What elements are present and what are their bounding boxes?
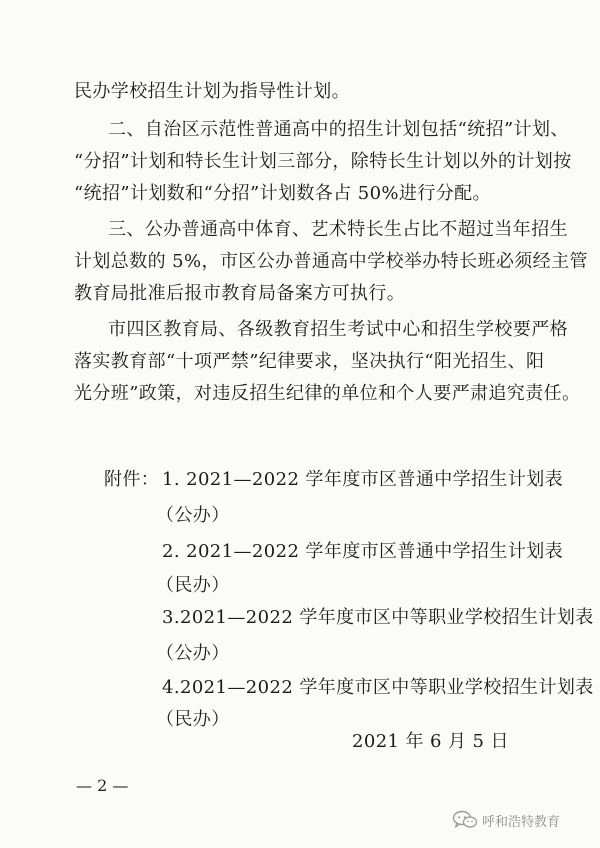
attachment-title: 4.2021—2022 学年度市区中等职业学校招生计划表 [162, 677, 594, 698]
body-line: “分招”计划和特长生计划三部分，除特长生计划以外的计划按 [74, 151, 572, 172]
watermark [452, 808, 560, 832]
body-line: 教育局批准后报市教育局备案方可执行。 [74, 283, 406, 304]
body-line: 市四区教育局、各级教育招生考试中心和招生学校要严格 [108, 319, 568, 340]
attachment-note: （民办） [156, 575, 230, 596]
attachment-title: 2. 2021—2022 学年度市区普通中学招生计划表 [162, 541, 564, 562]
body-line: 落实教育部“十项严禁”纪律要求，坚决执行“阳光招生、阳 [74, 351, 545, 372]
attachment-note: （公办） [156, 643, 230, 664]
attachment-note: （民办） [156, 709, 230, 730]
attachment-note: （公办） [156, 505, 230, 526]
attachment-title: 1. 2021—2022 学年度市区普通中学招生计划表 [162, 469, 564, 490]
body-line: 二、自治区示范性普通高中的招生计划包括“统招”计划、 [108, 119, 569, 140]
page-number: — 2 — [76, 776, 129, 795]
body-line: 计划总数的 5%，市区公办普通高中学校举办特长班必须经主管 [74, 251, 588, 272]
body-line: 光分班”政策，对违反招生纪律的单位和个人要严肃追究责任。 [74, 383, 581, 404]
body-line: “统招”计划数和“分招”计划数各占 50%进行分配。 [74, 183, 491, 204]
attachments-label: 附件： [104, 469, 160, 490]
body-line: 三、公办普通高中体育、艺术特长生占比不超过当年招生 [108, 219, 568, 240]
attachment-title: 3.2021—2022 学年度市区中等职业学校招生计划表 [162, 607, 594, 628]
document-date: 2021 年 6 月 5 日 [352, 731, 509, 752]
watermark-text: 呼和浩特教育 [482, 814, 561, 830]
wechat-icon [452, 810, 478, 830]
body-line: 民办学校招生计划为指导性计划。 [74, 81, 350, 102]
